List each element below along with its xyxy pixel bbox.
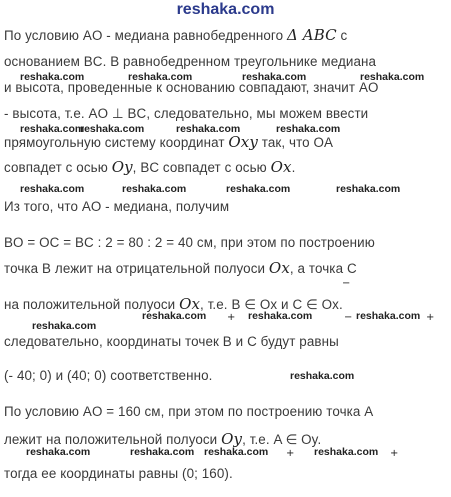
negative-subscript: − (342, 278, 351, 289)
line-text: будут равны (256, 334, 339, 349)
text-line-2 (4, 54, 376, 70)
watermark: reshaka.com (226, 183, 291, 195)
line-text: = 160 см, при этом по построению точка (102, 404, 365, 419)
line-text: основанием (4, 54, 84, 69)
line-text: совпадет с осью (4, 160, 112, 175)
line-text: AO (82, 28, 103, 43)
line-text: на положительной полуоси (4, 297, 180, 312)
text-line-11 (4, 334, 339, 350)
watermark: reshaka.com (26, 446, 91, 458)
math-triangle-abc: Δ ABC (286, 26, 337, 44)
math-ox: Ox (268, 259, 290, 277)
watermark: reshaka.com (142, 310, 207, 322)
line-text: лежит на отрицательной полуоси (51, 261, 269, 276)
math-oy: Oy (111, 158, 133, 176)
watermark: reshaka.com (204, 446, 269, 458)
watermark: reshaka.com (32, 320, 97, 332)
text-line-6 (4, 159, 295, 176)
line-text: , BC совпадет с осью (132, 160, 271, 175)
line-text: По условию (4, 404, 83, 419)
line-text: B (222, 334, 232, 349)
positive-subscript: + (286, 448, 295, 459)
line-text: Из того, что AO - медиана, получим (4, 199, 230, 214)
line-text: C (247, 334, 257, 349)
line-text: B (42, 261, 52, 276)
math-a-in-oy: A ∈ Oy (273, 432, 318, 447)
watermark: reshaka.com (122, 183, 187, 195)
math-oxy: Oxy (228, 133, 258, 151)
positive-subscript: + (426, 312, 435, 323)
line-text: - медиана равнобедренного (102, 28, 287, 43)
math-c-in-ox: C ∈ Ox (292, 297, 339, 312)
watermark: reshaka.com (80, 123, 145, 135)
math-perpendicular: AO ⊥ BC (88, 106, 147, 121)
text-line-7 (4, 199, 229, 215)
line-text: AO (358, 80, 379, 95)
text-line-4 (4, 106, 368, 122)
line-text: . (338, 297, 343, 312)
text-line-5 (4, 134, 333, 151)
line-text: C (346, 261, 357, 276)
line-text: AO (82, 404, 103, 419)
line-text: . (291, 160, 296, 175)
negative-subscript: − (344, 312, 353, 323)
text-line-9 (4, 260, 357, 277)
text-line-15 (4, 466, 233, 482)
watermark: reshaka.com (20, 123, 85, 135)
line-text: . В равнобедренном треугольнике медиана (102, 54, 377, 69)
watermark: reshaka.com (242, 71, 307, 83)
positive-subscript: + (390, 448, 399, 459)
line-text: , а точка (289, 261, 347, 276)
line-text: тогда ее координаты равны (0; 160). (4, 466, 233, 481)
watermark: reshaka.com (356, 310, 421, 322)
line-text: и (277, 297, 293, 312)
text-line-13 (4, 404, 373, 420)
watermark: reshaka.com (276, 123, 341, 135)
line-text: прямоугольную систему координат (4, 135, 229, 150)
text-line-1 (4, 27, 347, 44)
line-text: . (317, 432, 322, 447)
watermark: reshaka.com (20, 183, 85, 195)
math-ox: Ox (179, 295, 201, 313)
line-text: и (231, 334, 248, 349)
line-text: следовательно, координаты точек (4, 334, 223, 349)
math-oy: Oy (221, 430, 243, 448)
line-text: - высота, т.е. (4, 106, 89, 121)
line-text: , т.е. (200, 297, 232, 312)
watermark: reshaka.com (314, 446, 379, 458)
math-b-in-ox: B ∈ Ox (231, 297, 278, 312)
watermark: reshaka.com (336, 183, 401, 195)
positive-subscript: + (227, 312, 236, 323)
watermark: reshaka.com (20, 71, 85, 83)
line-text: BC (83, 54, 103, 69)
line-text: так, что OA (257, 135, 334, 150)
math-ox: Ox (270, 158, 292, 176)
watermark: reshaka.com (360, 71, 425, 83)
line-text: , т.е. (242, 432, 274, 447)
line-text: и высота, проведенные к основанию совпадают, значит (4, 80, 359, 95)
line-text: , следовательно, мы можем ввести (146, 106, 369, 121)
line-text: (- 40; 0) и (40; 0) соответственно. (4, 368, 213, 383)
text-line-12 (4, 368, 212, 384)
line-text: лежит на положительной полуоси (4, 432, 222, 447)
line-text: По условию (4, 28, 83, 43)
watermark: reshaka.com (128, 71, 193, 83)
watermark: reshaka.com (130, 446, 195, 458)
watermark: reshaka.com (290, 370, 355, 382)
watermark: reshaka.com (248, 310, 313, 322)
line-text: A (364, 404, 374, 419)
text-line-8 (4, 235, 375, 251)
watermark: reshaka.com (176, 123, 241, 135)
line-text: BO = OC = BC : 2 = 80 : 2 = 40 см, при этом по построению (4, 235, 375, 250)
line-text: точка (4, 261, 43, 276)
line-text: с (336, 28, 348, 43)
site-logo[interactable]: reshaka.com (176, 1, 275, 18)
